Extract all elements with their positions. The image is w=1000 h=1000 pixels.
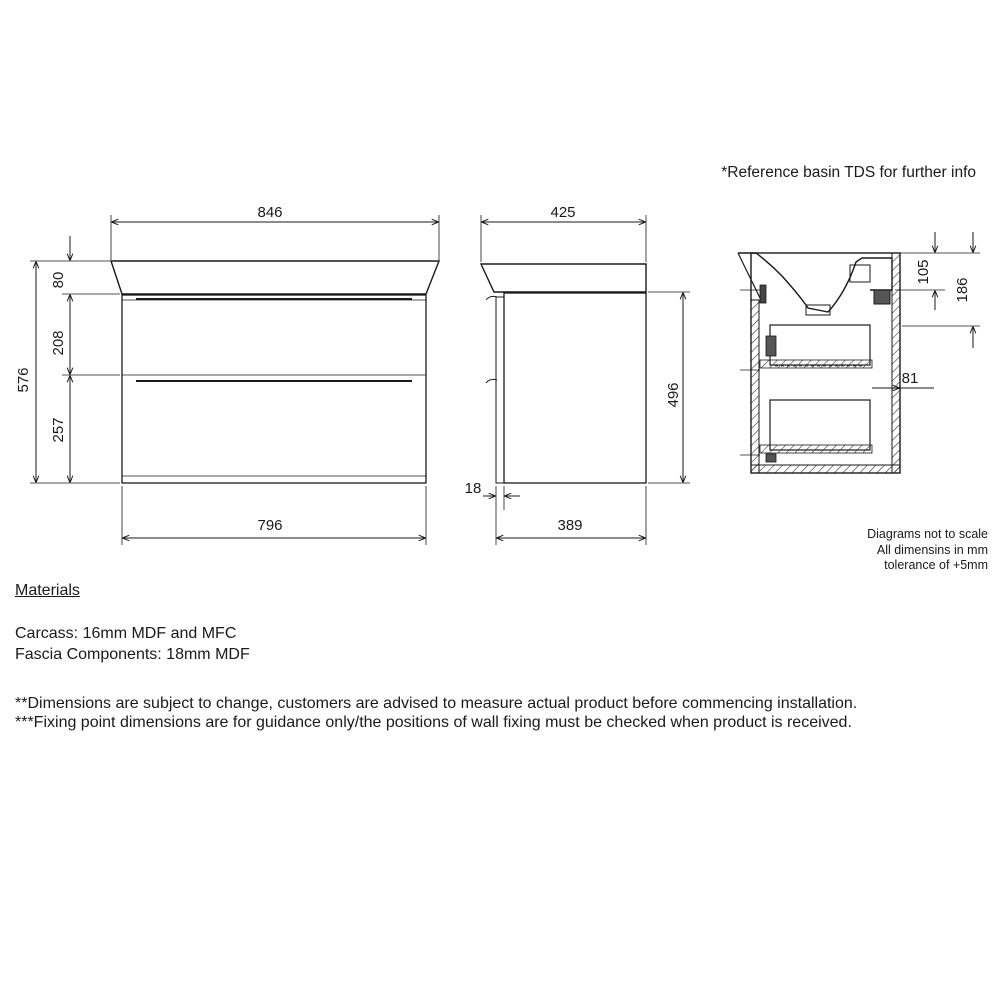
scale-note: All dimensins in mm <box>876 542 988 557</box>
front-carcass <box>122 295 426 483</box>
reference-note: *Reference basin TDS for further info <box>721 164 976 181</box>
front-view <box>30 215 439 545</box>
dim-overall-height: 576 <box>15 367 32 393</box>
dim-section-offset: 81 <box>901 370 919 387</box>
scale-note: tolerance of +5mm <box>884 558 988 572</box>
dim-top-width: 846 <box>257 204 283 221</box>
side-carcass <box>504 293 646 483</box>
dim-top-depth: 425 <box>550 204 576 221</box>
dim-bottom-width: 796 <box>257 517 283 534</box>
dim-bottom-drawer: 257 <box>50 417 67 443</box>
footnote-dimensions: **Dimensions are subject to change, customers are advised to measure actual product before commencing installation. <box>15 695 858 712</box>
side-view <box>481 215 690 545</box>
material-item: Carcass: 16mm MDF and MFC <box>15 625 237 642</box>
front-basin <box>111 261 439 294</box>
side-basin <box>481 264 646 292</box>
dim-bottom-depth: 389 <box>557 517 583 534</box>
scale-note: Diagrams not to scale <box>867 527 988 541</box>
dim-basin-bowl: 105 <box>915 259 932 285</box>
materials-heading: Materials <box>15 582 80 599</box>
dim-fascia-offset: 18 <box>464 480 482 497</box>
section-view <box>738 232 980 473</box>
material-item: Fascia Components: 18mm MDF <box>15 646 250 663</box>
scale-notes <box>867 527 988 574</box>
dim-top-drawer: 208 <box>50 330 67 356</box>
dim-basin-total: 186 <box>954 277 971 303</box>
dim-carcass-height: 496 <box>665 382 682 408</box>
dim-basin-height: 80 <box>50 271 67 289</box>
footnote-fixing: ***Fixing point dimensions are for guidance only/the positions of wall fixing must be checked when product is received. <box>15 714 852 731</box>
